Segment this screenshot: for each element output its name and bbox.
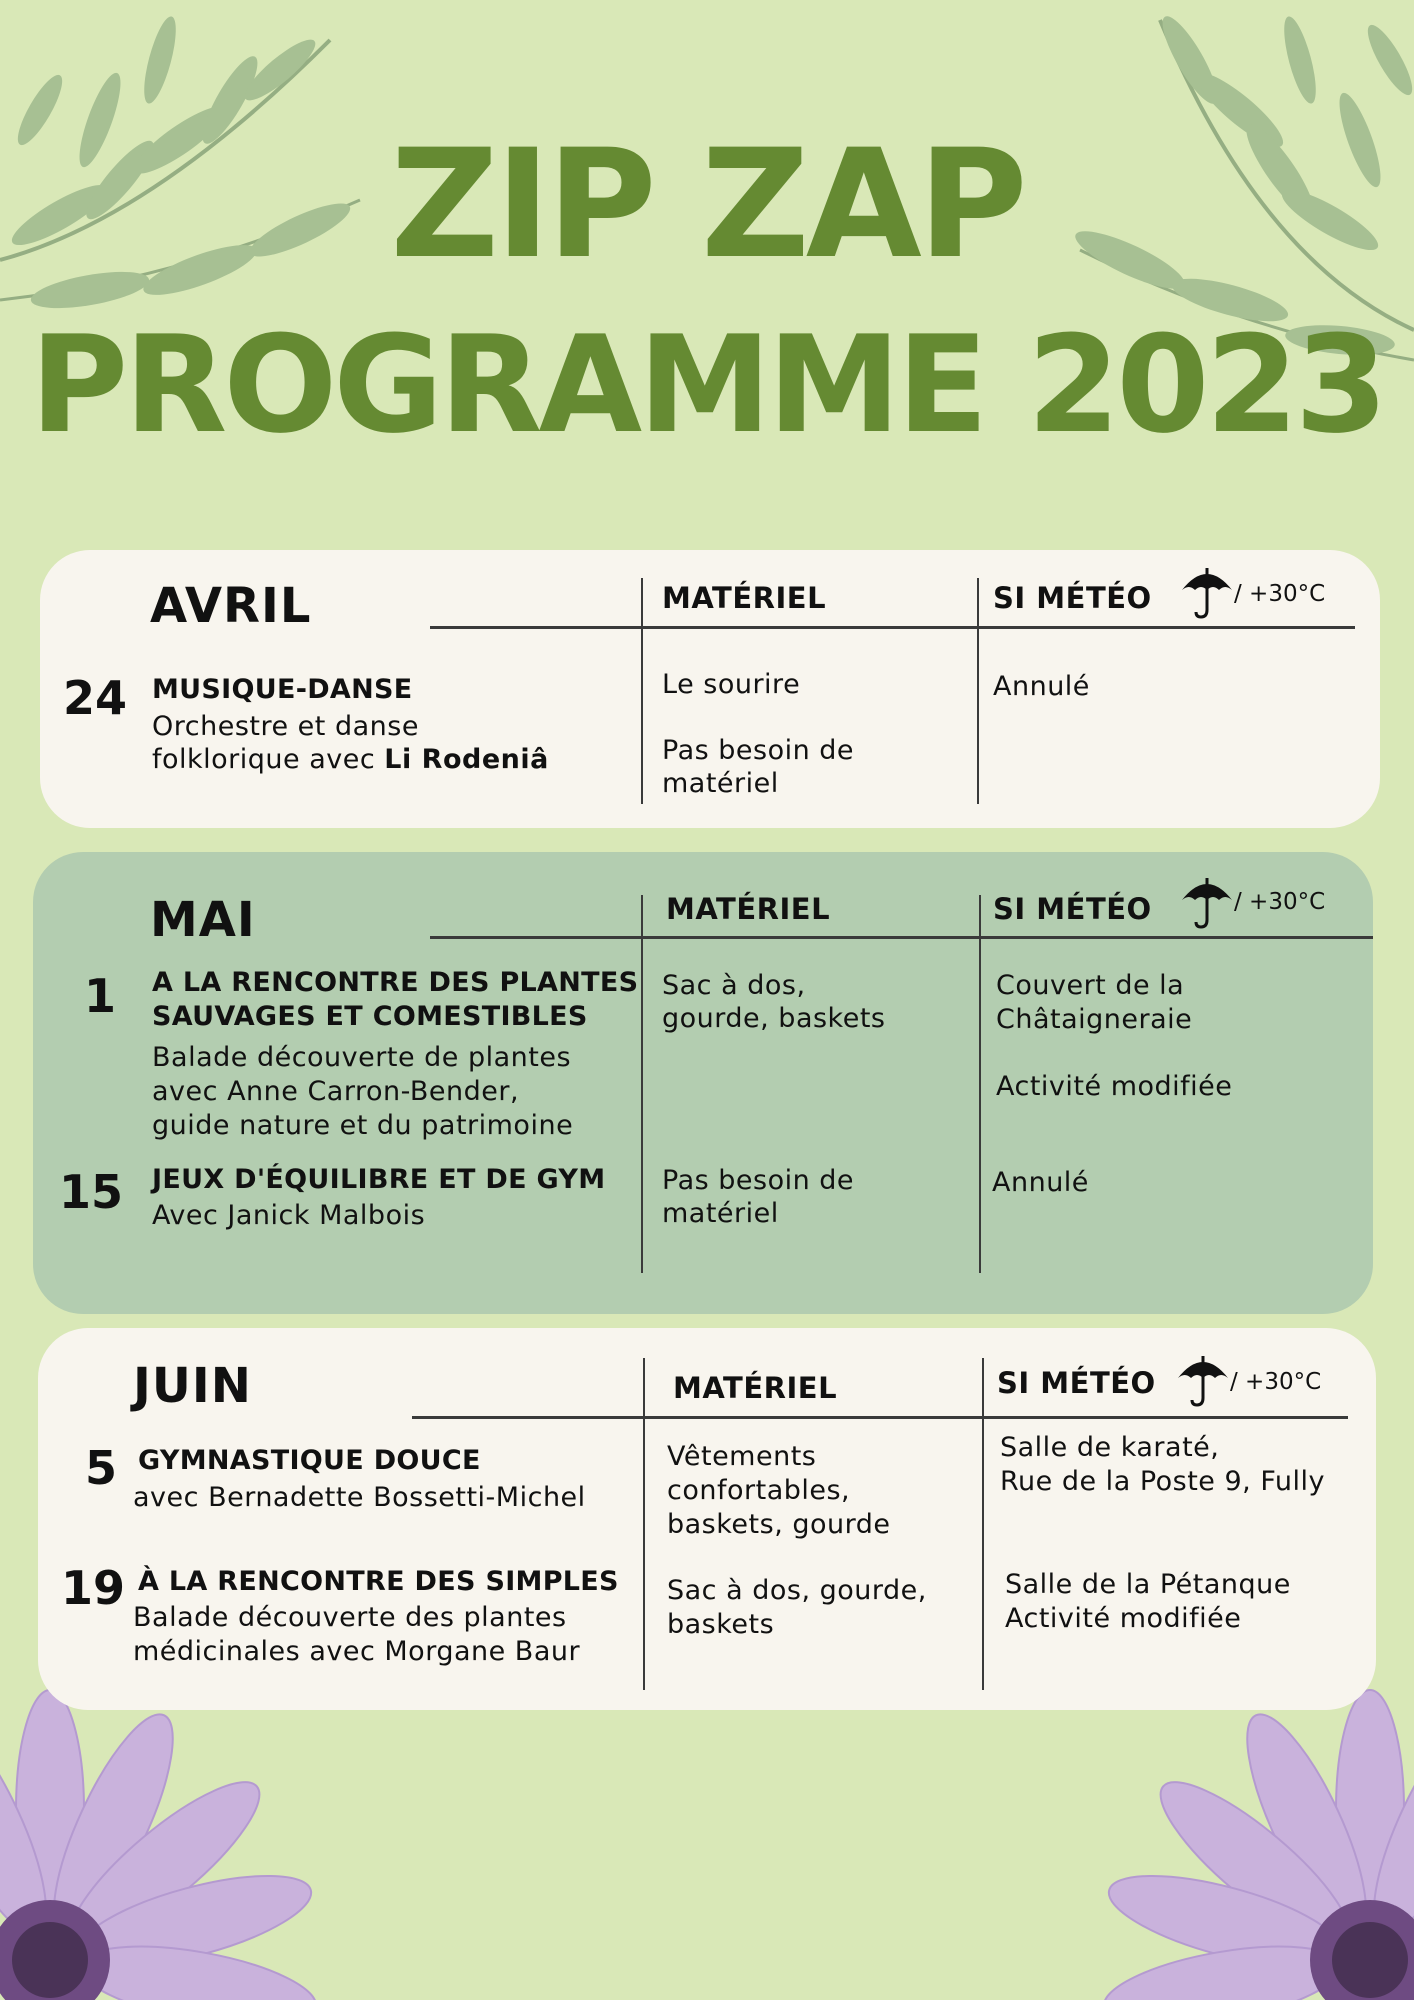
event-meteo: Salle de karaté, [1000, 1432, 1220, 1463]
title-line-1: ZIP ZAP [390, 118, 1024, 292]
event-day: 19 [60, 1561, 125, 1615]
juin-materiel-header: MATÉRIEL [673, 1371, 838, 1405]
event-materiel: confortables, [667, 1475, 851, 1506]
umbrella-icon [1180, 872, 1234, 930]
event-day: 15 [58, 1165, 123, 1219]
event-day: 5 [84, 1441, 117, 1495]
mai-materiel-header: MATÉRIEL [666, 892, 831, 926]
event-title: MUSIQUE-DANSE [152, 674, 413, 705]
event-meteo: Couvert de la [996, 970, 1185, 1001]
umbrella-icon [1180, 562, 1234, 620]
event-day: 1 [83, 969, 116, 1023]
event-materiel: Vêtements [667, 1441, 817, 1472]
umbrella-icon [1176, 1350, 1230, 1408]
juin-meteo-header: SI MÉTÉO [997, 1366, 1156, 1400]
juin-column-divider-2 [982, 1358, 984, 1690]
event-description: Balade découverte de plantes [152, 1042, 572, 1073]
event-meteo: Rue de la Poste 9, Fully [1000, 1466, 1325, 1497]
event-day: 24 [62, 671, 127, 725]
juin-header-line [412, 1416, 1348, 1419]
event-materiel: Le sourire [662, 669, 801, 700]
event-title: JEUX D'ÉQUILIBRE ET DE GYM [152, 1164, 606, 1195]
avril-materiel-header: MATÉRIEL [662, 581, 827, 615]
title-line-2: PROGRAMME 2023 [29, 307, 1384, 463]
event-materiel: baskets, gourde [667, 1509, 891, 1540]
event-meteo: Activité modifiée [1005, 1603, 1242, 1634]
artist-name: Li Rodeniâ [384, 744, 549, 775]
event-description: avec Anne Carron-Bender, [152, 1076, 520, 1107]
event-materiel: Sac à dos, [662, 970, 806, 1001]
event-meteo: Activité modifiée [996, 1071, 1233, 1102]
event-title: SAUVAGES ET COMESTIBLES [152, 1001, 588, 1032]
event-description: folklorique avec Li Rodeniâ [152, 744, 549, 775]
flower-bottom-left-decoration [0, 1680, 330, 2000]
event-meteo: Salle de la Pétanque [1005, 1569, 1291, 1600]
event-materiel: matériel [662, 1198, 779, 1229]
event-description: Avec Janick Malbois [152, 1200, 426, 1231]
event-description: Balade découverte des plantes [133, 1602, 567, 1633]
mai-column-divider-2 [979, 895, 981, 1273]
event-materiel: Sac à dos, gourde, [667, 1575, 927, 1606]
avril-temperature-label: / +30°C [1234, 581, 1326, 607]
mai-header-line [430, 936, 1373, 939]
event-materiel: gourde, baskets [662, 1003, 886, 1034]
event-meteo: Châtaigneraie [996, 1004, 1193, 1035]
avril-column-divider-1 [641, 578, 643, 804]
event-materiel: baskets [667, 1609, 775, 1640]
flower-bottom-right-decoration [1100, 1680, 1414, 2000]
mai-temperature-label: / +30°C [1234, 889, 1326, 915]
juin-column-divider-1 [643, 1358, 645, 1690]
month-title-juin: JUIN [133, 1358, 252, 1414]
avril-meteo-header: SI MÉTÉO [993, 581, 1152, 615]
event-title: A LA RENCONTRE DES PLANTES [152, 967, 639, 998]
event-materiel: Pas besoin de [662, 1165, 855, 1196]
event-description: médicinales avec Morgane Baur [133, 1636, 581, 1667]
event-title: À LA RENCONTRE DES SIMPLES [138, 1566, 619, 1597]
event-title: GYMNASTIQUE DOUCE [138, 1445, 481, 1476]
event-description: Orchestre et danse [152, 711, 419, 742]
event-meteo: Annulé [992, 1167, 1089, 1198]
mai-column-divider-1 [641, 895, 643, 1273]
mai-meteo-header: SI MÉTÉO [993, 892, 1152, 926]
event-materiel: matériel [662, 768, 779, 799]
event-materiel: Pas besoin de [662, 735, 855, 766]
juin-temperature-label: / +30°C [1230, 1369, 1322, 1395]
avril-column-divider-2 [977, 578, 979, 804]
month-title-mai: MAI [150, 892, 256, 948]
event-description: guide nature et du patrimoine [152, 1110, 574, 1141]
event-meteo: Annulé [993, 671, 1090, 702]
month-title-avril: AVRIL [150, 578, 312, 634]
avril-header-line [430, 626, 1355, 629]
event-description: avec Bernadette Bossetti-Michel [133, 1482, 586, 1513]
